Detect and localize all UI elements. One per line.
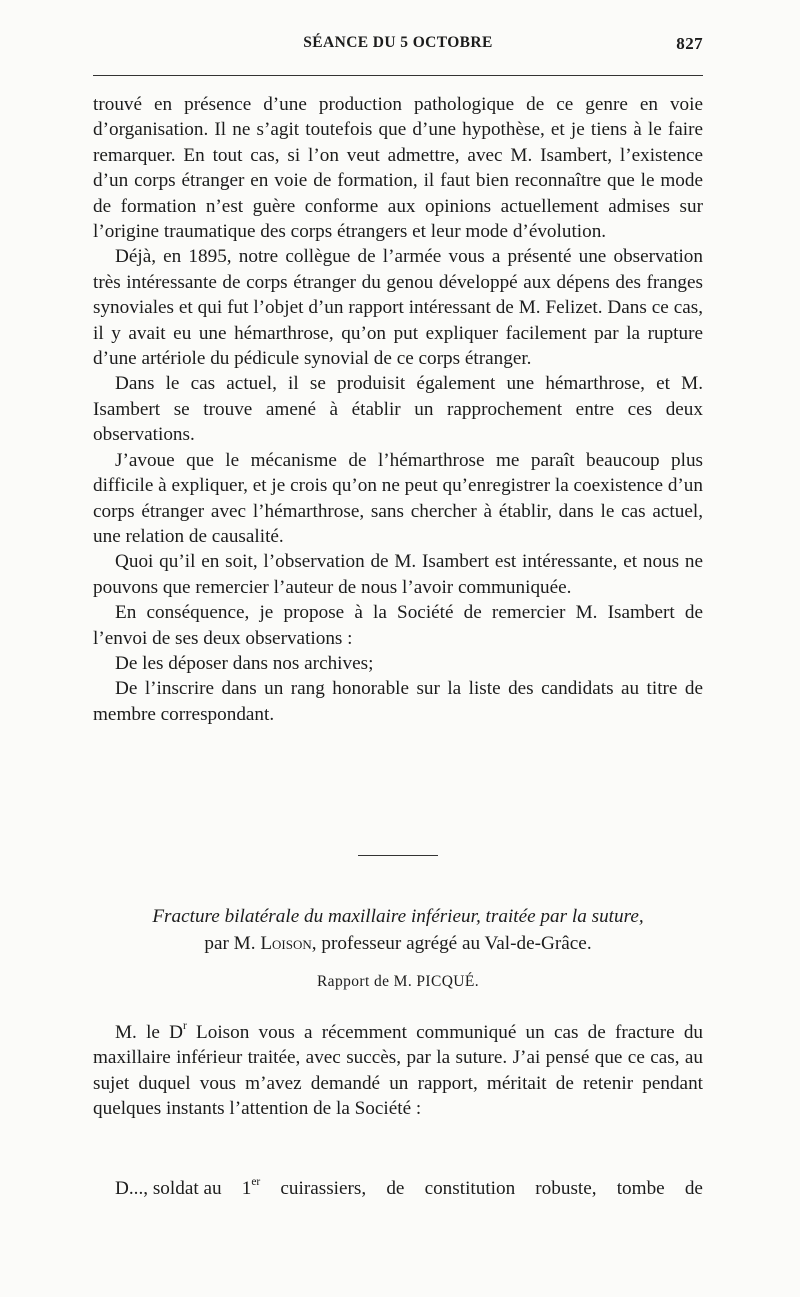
case-word: de [386,1178,405,1199]
paragraph: Dans le cas actuel, il se produisit également une hémarthrose, et M. Isambert se trouve amené à établir un rapprochement entre ces deux observations. [93,373,703,446]
intro-prefix: M. le D [115,1022,183,1043]
running-head [93,34,703,58]
case-word: de [684,1178,703,1199]
paragraph: En conséquence, je propose à la Société de remercier M. Isambert de l’envoi de ses deux observations : [93,602,703,649]
page-number: 827 [676,34,703,53]
report-text [93,1020,703,1122]
author-name: Loison [260,933,312,954]
paragraph: De les déposer dans nos archives; [115,652,374,674]
intro-rest: Loison vous a récemment communiqué un cas de fracture du maxillaire inférieur traitée, avec succès, par la suture. J’ai pensé que ce cas, au sujet duquel vous m’avez demandé un rapport, méritait de retenir pendant quelques instants l’attention de la Société : [93,1022,704,1120]
paragraph: De l’inscrire dans un rang honorable sur la liste des candidats au titre de membre correspondant. [93,678,703,725]
article-byline [93,930,703,957]
case-start: D..., soldat au [115,1178,222,1199]
case-word: cuirassiers, [280,1178,367,1199]
case-word: constitution [424,1178,516,1199]
author-affiliation: , professeur agrégé au Val-de-Grâce. [311,933,592,954]
case-word: robuste, [535,1178,597,1199]
report-intro [93,1020,703,1122]
paragraph-continuation: trouvé en présence d’une production pathologique de ce genre en voie d’organisation. Il ne s’agit toutefois que d’une hypothèse, et je tiens à le faire remarquer. En tout cas, si l’on veut admettre, avec M. Isambert, l’existence d’un corps étranger en voie de formation, il faut bien reconnaître que le mode de formation n’est guère conforme aux opinions actuellement admises sur l’origine traumatique des corps étrangers et leur mode d’évolution. [93,94,703,243]
paragraph: J’avoue que le mécanisme de l’hémarthrose me paraît beaucoup plus difficile à expliquer, et je crois qu’on ne peut qu’enregistrer la coexistence d’un corps étranger avec l’hémarthrose, sans chercher à établir, dans le cas actuel, une relation de causalité. [93,449,703,547]
running-head-title: SÉANCE DU 5 OCTOBRE [303,34,493,51]
paragraph: Quoi qu’il en soit, l’observation de M. Isambert est intéressante, et nous ne pouvons que remercier l’auteur de nous l’avoir communiquée. [93,551,703,598]
paragraph: Déjà, en 1895, notre collègue de l’armée vous a présenté une observation très intéressante de corps étranger du genou développé aux dépens des franges synoviales et qui fut l’objet d’un rapport intéressant de M. Felizet. Dans ce cas, il y avait eu une hémarthrose, qu’on put expliquer facilement par la rupture d’une artériole du pédicule synovial de ce corps étranger. [93,246,703,370]
article-heading [93,903,703,957]
case-number: 1er [241,1175,261,1199]
report-attribution: Rapport de M. PICQUÉ. [316,973,480,990]
intro-sup: r [182,1019,187,1032]
section-separator [358,855,438,856]
header-rule [93,75,703,76]
byline-prefix: par M. [204,933,256,954]
article-title: Fracture bilatérale du maxillaire inférieur, traitée par la suture, [152,906,644,927]
case-first-line [93,1176,703,1201]
case-word: tombe [616,1178,665,1199]
body-text [93,92,703,727]
